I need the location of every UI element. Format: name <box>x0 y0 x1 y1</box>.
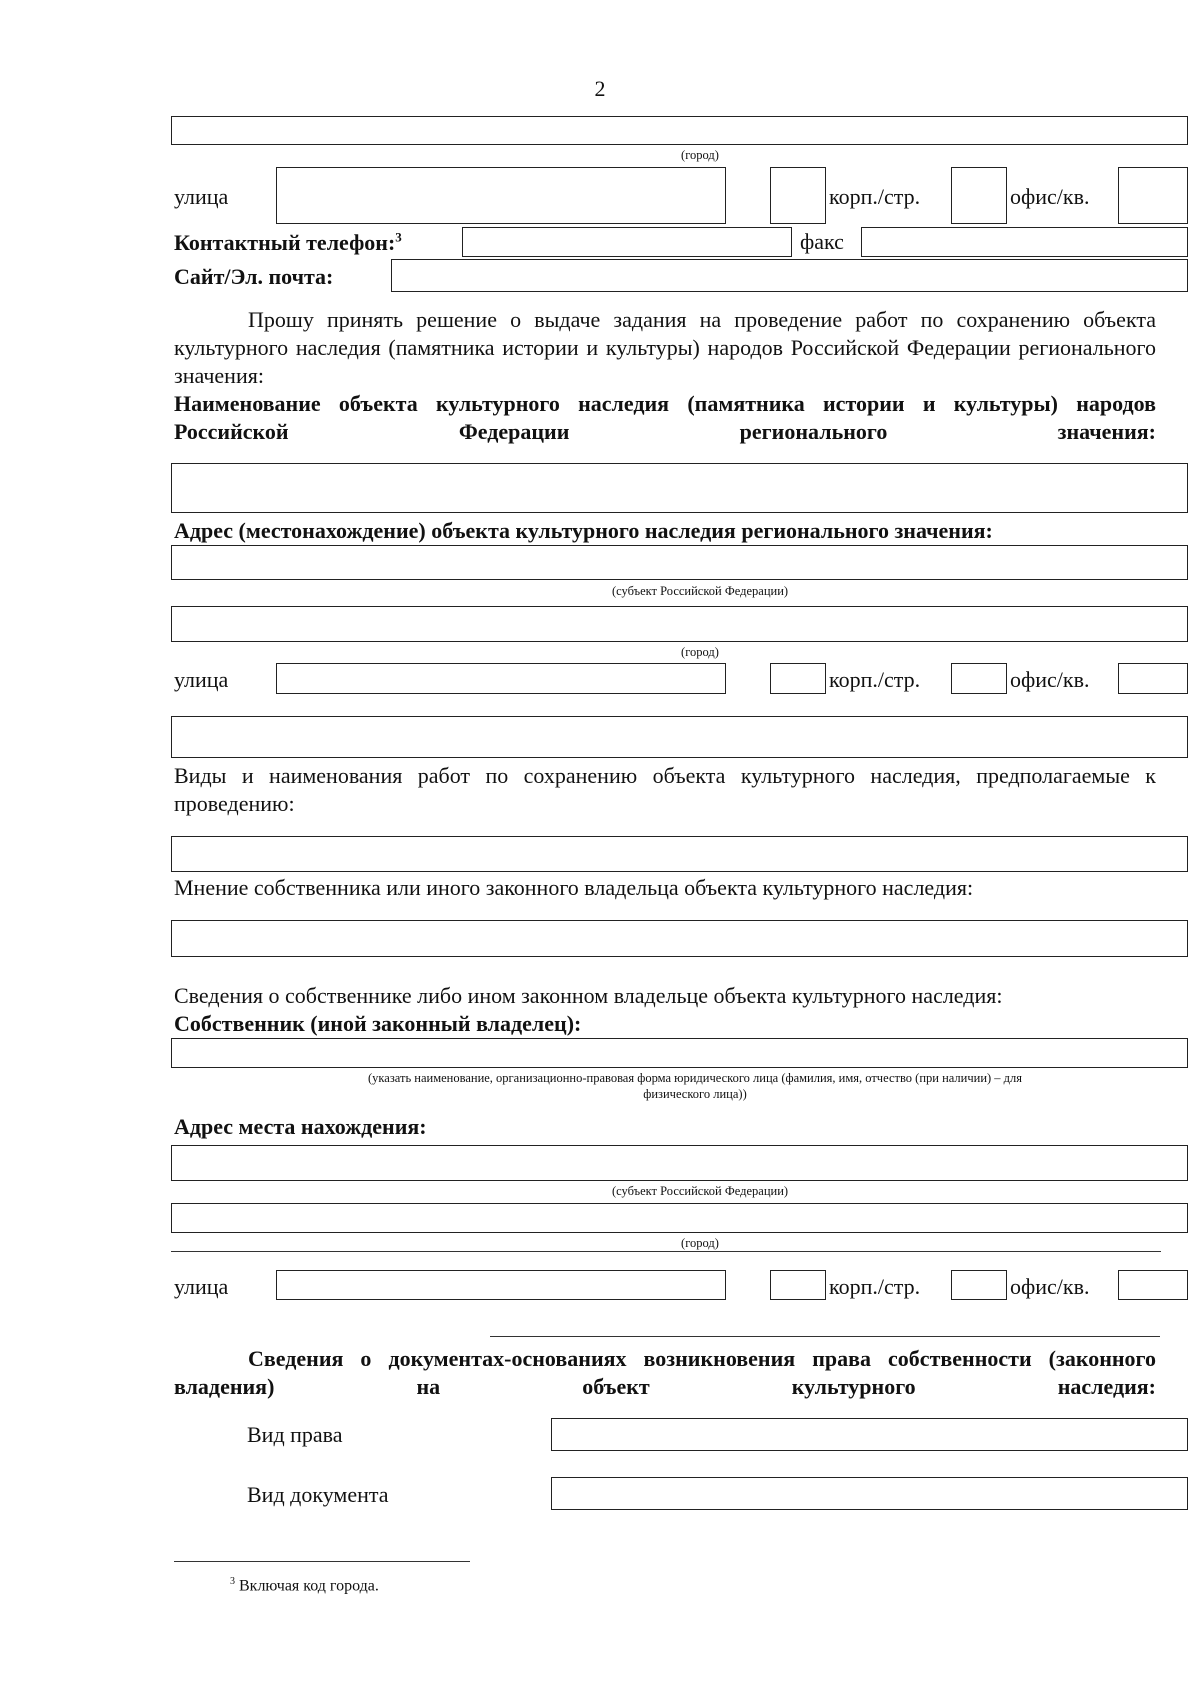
owner-korp-label: корп./стр. <box>829 1274 921 1299</box>
doc-type-label: Вид документа <box>247 1482 389 1507</box>
object-name-field[interactable] <box>171 463 1188 513</box>
applicant-korp-label: корп./стр. <box>829 184 921 209</box>
doc-type-field[interactable] <box>551 1477 1188 1510</box>
object-city-field[interactable] <box>171 606 1188 642</box>
phone-field[interactable] <box>462 227 792 257</box>
object-korp-label: корп./стр. <box>829 667 921 692</box>
site-email-label: Сайт/Эл. почта: <box>174 264 334 289</box>
owner-city-field[interactable] <box>171 1203 1188 1233</box>
applicant-office-field[interactable] <box>1118 167 1188 224</box>
owner-label: Собственник (иной законный владелец): <box>174 1011 582 1036</box>
footnote-text: Включая код города. <box>239 1577 379 1595</box>
owner-korp-field[interactable] <box>951 1270 1007 1300</box>
phone-label: Контактный телефон:$^3$ <box>174 229 402 255</box>
owner-caption-line-2: физического лица)) <box>643 1087 747 1101</box>
right-type-label: Вид права <box>247 1422 343 1447</box>
object-korp-field[interactable] <box>951 663 1007 694</box>
separator-rule <box>490 1336 1160 1337</box>
owner-caption-line-1: (указать наименование, организационно-правовая форма юридического лица (фамилия, имя, отчество (при наличии) – для <box>367 1071 1023 1085</box>
object-office-label: офис/кв. <box>1010 667 1090 692</box>
object-city-caption: (город) <box>681 645 719 659</box>
object-house-field[interactable] <box>770 663 826 694</box>
works-field[interactable] <box>171 836 1188 872</box>
applicant-city-caption: (город) <box>681 148 719 162</box>
right-type-field[interactable] <box>551 1418 1188 1451</box>
owner-street-field[interactable] <box>276 1270 726 1300</box>
ownership-docs-label: Сведения о документах-основаниях возникновения права собственности (законного владения) на объект культурного наследия: <box>174 1346 1156 1399</box>
footnote <box>230 1572 379 1596</box>
owner-street-label: улица <box>174 1274 229 1299</box>
object-subject-field[interactable] <box>171 545 1188 580</box>
object-address-extra-field[interactable] <box>171 716 1188 758</box>
object-subject-caption: (субъект Российской Федерации) <box>611 584 789 598</box>
owner-city-rule <box>171 1251 1161 1252</box>
page-number: 2 <box>594 76 606 101</box>
applicant-city-field[interactable] <box>171 116 1188 145</box>
applicant-korp-field[interactable] <box>951 167 1007 224</box>
applicant-street-label: улица <box>174 184 229 209</box>
owner-opinion-field[interactable] <box>171 920 1188 957</box>
object-street-field[interactable] <box>276 663 726 694</box>
fax-field[interactable] <box>861 227 1188 257</box>
object-office-field[interactable] <box>1118 663 1188 694</box>
object-name-label: Наименование объекта культурного наследия (памятника истории и культуры) народов Российской Федерации регионального значения: <box>174 391 1156 444</box>
fax-label: факс <box>800 229 844 254</box>
footnote-rule <box>174 1561 470 1562</box>
applicant-house-field[interactable] <box>770 167 826 224</box>
owner-address-label: Адрес места нахождения: <box>174 1114 427 1139</box>
applicant-street-field[interactable] <box>276 167 726 224</box>
owner-info-label: Сведения о собственнике либо ином законном владельце объекта культурного наследия: <box>174 983 1003 1008</box>
footnote-ref: 3 <box>395 229 402 245</box>
object-street-label: улица <box>174 667 229 692</box>
footnote-mark: 3 <box>230 1576 235 1587</box>
owner-field[interactable] <box>171 1038 1188 1068</box>
owner-opinion-label: Мнение собственника или иного законного владельца объекта культурного наследия: <box>174 875 974 900</box>
works-label: Виды и наименования работ по сохранению объекта культурного наследия, предполагаемые к проведению: <box>174 763 1156 816</box>
owner-house-field[interactable] <box>770 1270 826 1300</box>
object-address-label: Адрес (местонахождение) объекта культурного наследия регионального значения: <box>174 518 993 543</box>
owner-office-label: офис/кв. <box>1010 1274 1090 1299</box>
request-text: Прошу принять решение о выдаче задания на проведение работ по сохранению объекта культурного наследия (памятника истории и культуры) народов Российской Федерации регионального значения: <box>174 307 1156 388</box>
owner-subject-field[interactable] <box>171 1145 1188 1181</box>
owner-office-field[interactable] <box>1118 1270 1188 1300</box>
owner-subject-caption: (субъект Российской Федерации) <box>611 1184 789 1198</box>
owner-city-caption: (город) <box>681 1236 719 1250</box>
site-email-field[interactable] <box>391 259 1188 292</box>
applicant-office-label: офис/кв. <box>1010 184 1090 209</box>
